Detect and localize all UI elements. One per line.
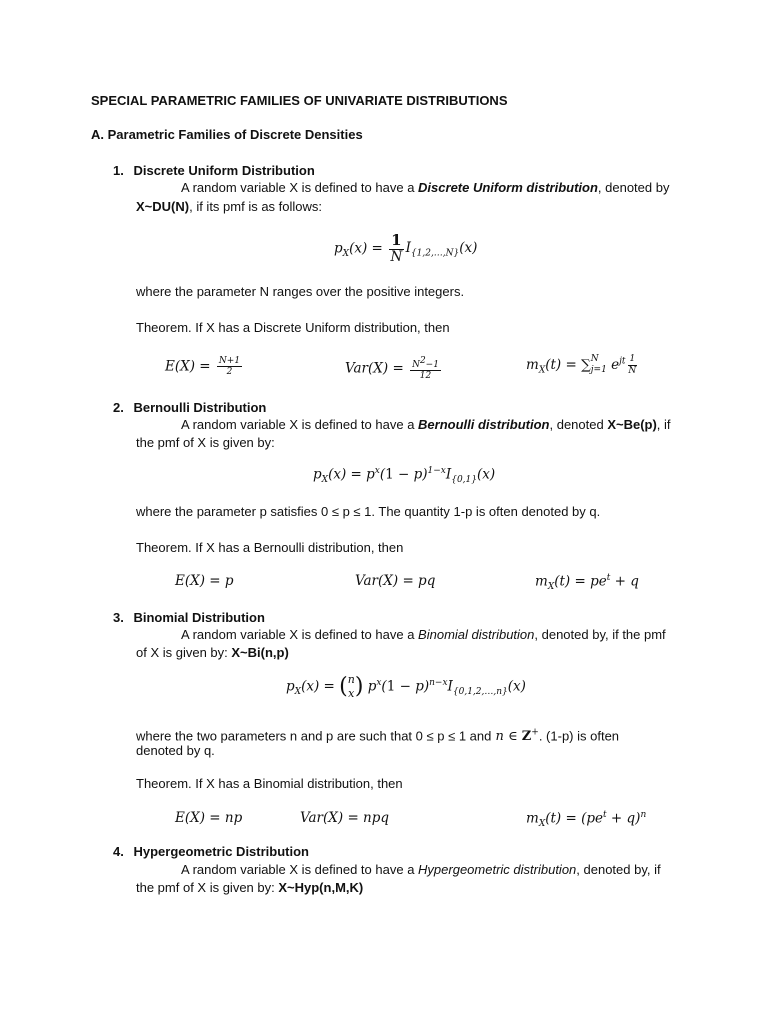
s2-heading (113, 400, 266, 416)
s1-title: Discrete Uniform Distribution (133, 163, 315, 178)
s1-pmf-formula: $p_X(x)$ = $\frac{1}{N}$ $I_{\{1,2,\dots,N\}}(x)$ (334, 231, 478, 266)
s4-title: Hypergeometric Distribution (133, 844, 309, 859)
s1-theorem: Theorem. If X has a Discrete Uniform distribution, then (136, 320, 450, 335)
s3-variance: Var(X) = npq (300, 810, 390, 826)
s2-pmf-formula: $p_X(x) = p^x(1 - p)^{1-x}I_{\{0,1\}}(x)$ (313, 466, 496, 486)
s1-heading (113, 163, 315, 179)
s2-expectation: E(X) = p (175, 573, 234, 589)
s2-number: 2. (113, 400, 124, 415)
s2-text-end: , if (656, 417, 671, 432)
s1-where: where the parameter N ranges over the positive integers. (136, 284, 465, 299)
s1-mgf: $m_X(t)$ = ∑ N j=1 $e^{jt}$ $\frac{1}{N}$ (526, 354, 637, 376)
s4-text-2: the pmf of X is given by: (136, 880, 279, 895)
s3-expectation: E(X) = np (175, 810, 243, 826)
s3-text-end: , denoted by, if the pmf (534, 627, 666, 642)
s3-number: 3. (113, 610, 124, 625)
s1-text-2: , if its pmf is as follows: (189, 199, 323, 214)
s4-number: 4. (113, 844, 124, 859)
s2-paragraph-line2: the pmf of X is given by: (136, 435, 275, 450)
s1-number: 1. (113, 163, 124, 178)
s2-title: Bernoulli Distribution (133, 400, 267, 415)
s2-mgf: $m_X(t) = pe^t + q$ (535, 573, 639, 593)
s1-text: A random variable X is defined to have a (181, 180, 419, 195)
s2-where: where the parameter p satisfies 0 ≤ p ≤ 1. The quantity 1-p is often denoted by q. (136, 504, 601, 519)
s4-emphasis: Hypergeometric distribution (418, 862, 577, 877)
s2-theorem: Theorem. If X has a Bernoulli distribution, then (136, 540, 404, 555)
s3-where-text-end: . (1-p) is often (538, 728, 620, 744)
s4-paragraph-line1 (181, 862, 661, 878)
s1-variance: Var(X) = $\frac{N^2-1}{12}$ (345, 356, 439, 382)
s3-title: Binomial Distribution (133, 610, 265, 625)
s3-text: A random variable X is defined to have a (181, 627, 419, 642)
s3-where-text: where the two parameters n and p are such that 0 ≤ p ≤ 1 and (136, 728, 492, 744)
s3-heading (113, 610, 265, 626)
s3-pmf-formula: $p_X(x)$ = ( n x ) $p^x(1 - p)^{n-x}I_{\{0,1,2,\dots,n\}}(x)$ (286, 673, 526, 700)
s2-emphasis: Bernoulli distribution (418, 417, 550, 432)
s1-text-end: , denoted by (597, 180, 670, 195)
s4-text: A random variable X is defined to have a (181, 862, 419, 877)
s3-n-in-z: n ∈ Z+ (491, 728, 539, 745)
s1-notation: X~DU(N) (136, 199, 190, 214)
s3-paragraph-line2 (136, 645, 289, 661)
s1-emphasis: Discrete Uniform distribution (418, 180, 598, 195)
s3-notation: X~Bi(n,p) (231, 645, 289, 660)
s3-theorem: Theorem. If X has a Binomial distribution, then (136, 776, 403, 791)
s2-variance: Var(X) = pq (355, 573, 436, 589)
s2-paragraph-line1 (181, 417, 671, 433)
s3-where-line2: denoted by q. (136, 743, 215, 758)
s2-notation: X~Be(p) (607, 417, 657, 432)
s4-paragraph-line2 (136, 880, 363, 896)
s1-expectation: E(X) = $\frac{N+1}{2}$ (165, 356, 241, 378)
s4-text-end: , denoted by, if (576, 862, 661, 877)
s3-text-2: of X is given by: (136, 645, 232, 660)
s4-heading (113, 844, 309, 860)
s1-paragraph-line1 (181, 180, 669, 196)
s4-notation: X~Hyp(n,M,K) (278, 880, 364, 895)
document-title: SPECIAL PARAMETRIC FAMILIES OF UNIVARIATE DISTRIBUTIONS (91, 93, 508, 108)
s3-emphasis: Binomial distribution (418, 627, 535, 642)
s1-paragraph-line2 (136, 199, 322, 215)
s2-text-mid: , denoted (549, 417, 608, 432)
s3-paragraph-line1 (181, 627, 666, 643)
s2-text: A random variable X is defined to have a (181, 417, 419, 432)
section-a-heading: A. Parametric Families of Discrete Densities (91, 127, 363, 142)
s3-mgf: $m_X(t) = (pe^t + q)^n$ (526, 810, 647, 830)
